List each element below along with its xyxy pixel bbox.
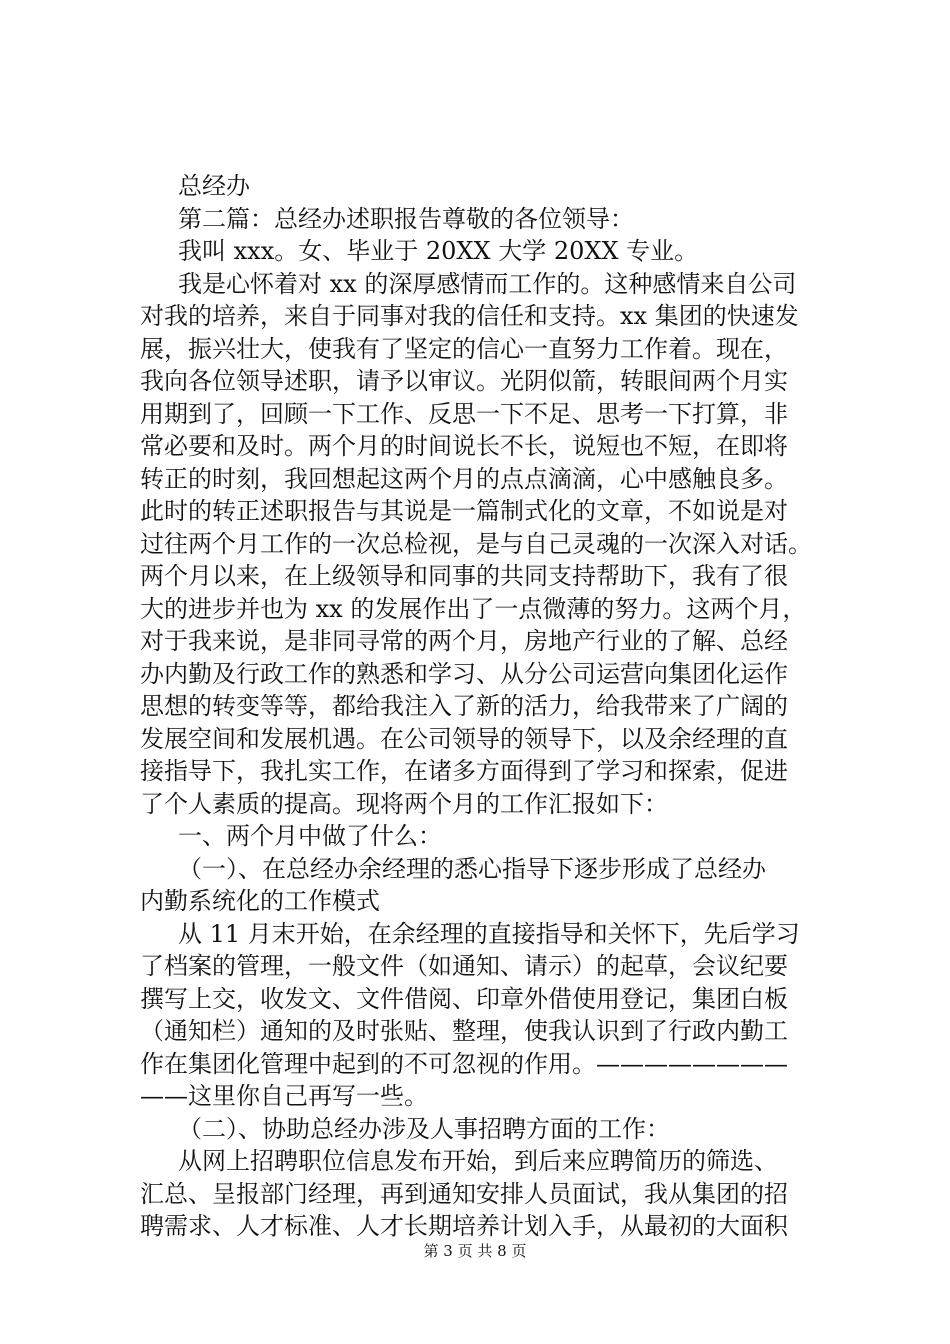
document-line: 汇总、呈报部门经理，再到通知安排人员面试，我从集团的招 [140,1179,788,1208]
document-line: 了个人素质的提高。现将两个月的工作汇报如下： [140,789,668,818]
document-line: 两个月以来，在上级领导和同事的共同支持帮助下，我有了很 [140,562,788,590]
document-line: 大的进步并也为 xx 的发展作出了一点微薄的努力。这两个月， [140,594,807,623]
document-line: 撰写上交，收发文、文件借阅、印章外借使用登记，集团白板 [140,984,788,1013]
document-line: 转正的时刻，我回想起这两个月的点点滴滴，心中感触良多。 [140,464,788,493]
document-line: 常必要和及时。两个月的时间说长不长，说短也不短，在即将 [140,432,788,460]
document-line: （二）、协助总经办涉及人事招聘方面的工作： [178,1114,670,1143]
document-line: 对我的培养，来自于同事对我的信任和支持。xx 集团的快速发 [140,302,799,330]
document-line: 第二篇：总经办述职报告尊敬的各位领导： [178,204,634,233]
document-line: 办内勤及行政工作的熟悉和学习、从分公司运营向集团化运作 [140,659,788,688]
document-line: 一、两个月中做了什么： [178,822,442,850]
document-line: 展，振兴壮大，使我有了坚定的信心一直努力工作着。现在， [140,334,788,363]
document-body [140,170,840,1243]
document-line: 聘需求、人才标准、人才长期培养计划入手，从最初的大面积 [140,1212,788,1240]
document-line: 过往两个月工作的一次总检视，是与自己灵魂的一次深入对话。 [140,529,812,558]
document-line: 此时的转正述职报告与其说是一篇制式化的文章，不如说是对 [140,497,788,525]
document-line: （一）、在总经办余经理的悉心指导下逐步形成了总经办 [178,854,766,883]
document-line: 发展空间和发展机遇。在公司领导的领导下，以及余经理的直 [140,724,788,753]
document-line: 从网上招聘职位信息发布开始，到后来应聘简历的筛选、 [178,1147,778,1175]
document-line: 从 11 月末开始，在余经理的直接指导和关怀下，先后学习 [178,919,800,948]
document-line: 内勤系统化的工作模式 [140,887,380,915]
document-line: 对于我来说，是非同寻常的两个月，房地产行业的了解、总经 [140,627,788,655]
document-line: ——这里你自己再写一些。 [140,1082,428,1110]
document-line: 思想的转变等等，都给我注入了新的活力，给我带来了广阔的 [140,692,788,720]
document-line: 了档案的管理，一般文件（如通知、请示）的起草，会议纪要 [140,952,788,980]
document-line: 我是心怀着对 xx 的深厚感情而工作的。这种感情来自公司 [178,269,797,298]
document-line: 我向各位领导述职，请予以审议。光阴似箭，转眼间两个月实 [140,367,788,395]
document-line: 用期到了，回顾一下工作、反思一下不足、思考一下打算，非 [140,399,788,428]
document-line: （通知栏）通知的及时张贴、整理，使我认识到了行政内勤工 [140,1017,788,1045]
document-line: 接指导下，我扎实工作，在诸多方面得到了学习和探索，促进 [140,757,788,785]
document-line: 总经办 [178,172,250,200]
document-line: 作在集团化管理中起到的不可忽视的作用。———————— [140,1049,788,1078]
document-line: 我叫 xxx。女、毕业于 20XX 大学 20XX 专业。 [178,237,699,265]
page-footer: 第 3 页 共 8 页 [423,1242,527,1260]
